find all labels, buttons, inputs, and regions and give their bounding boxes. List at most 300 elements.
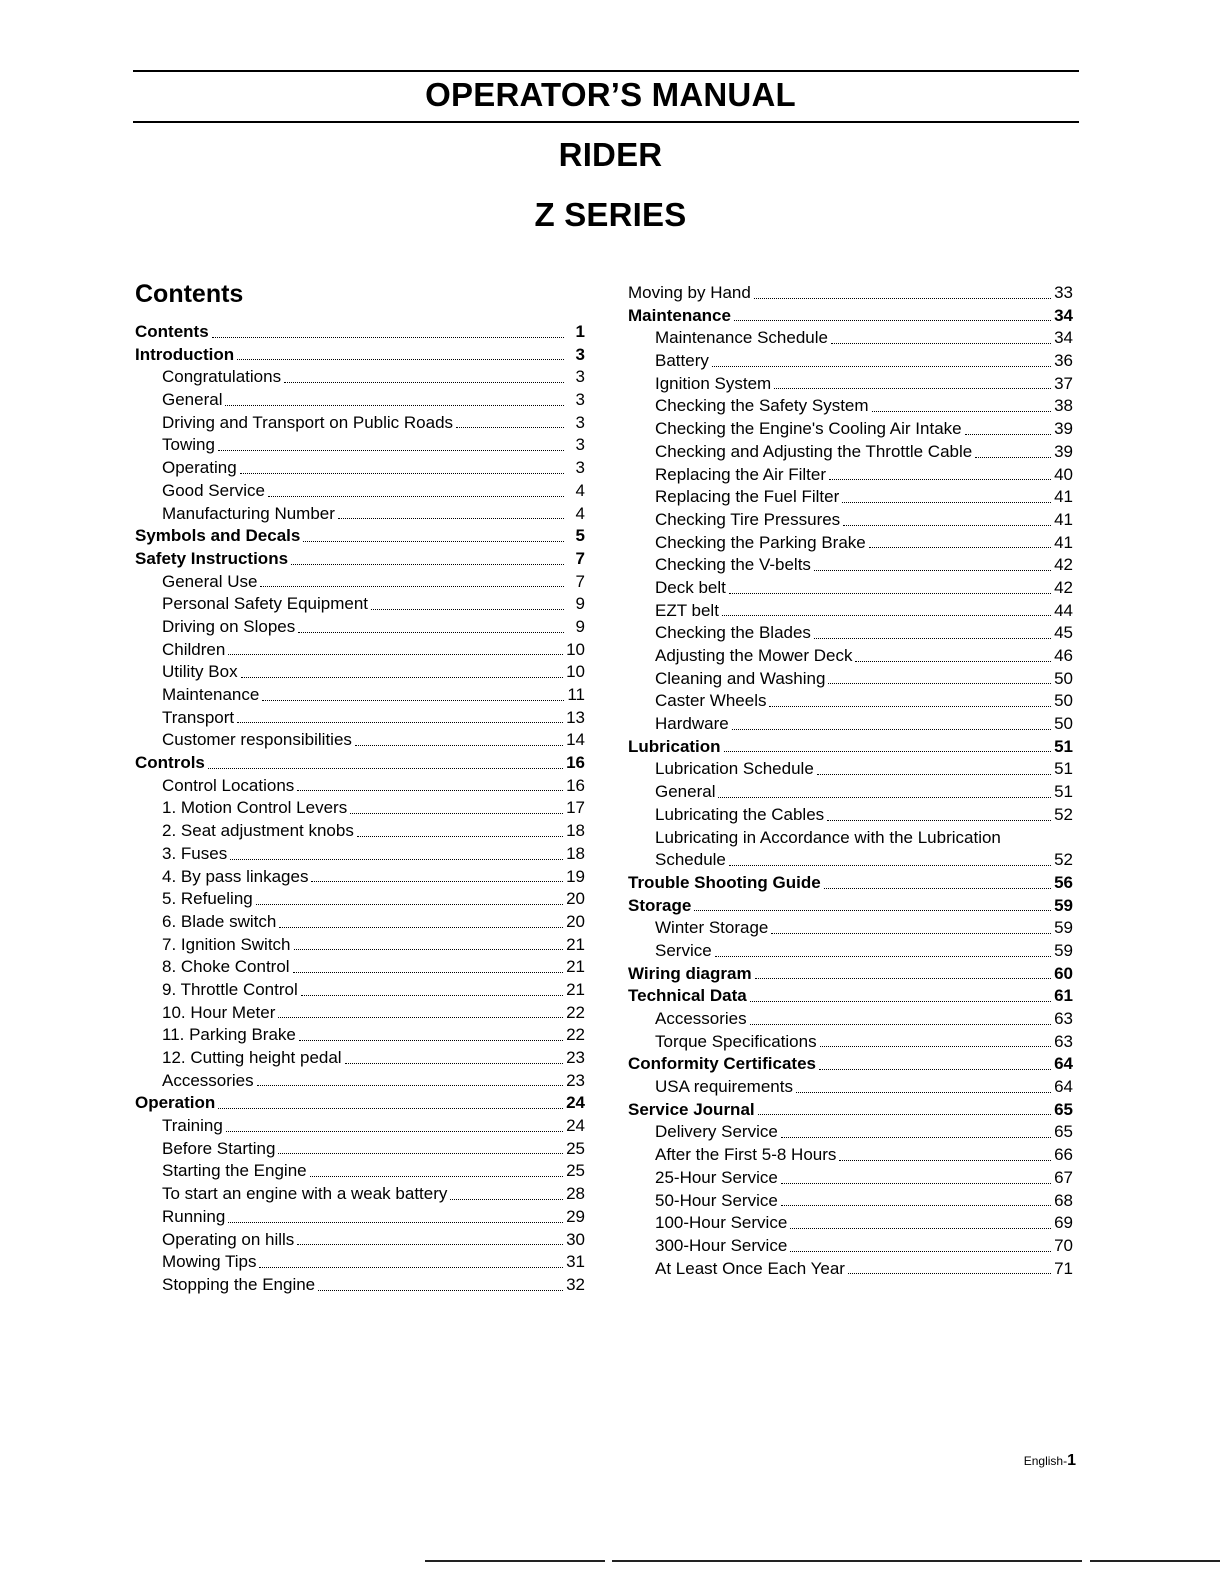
toc-entry-page: 28 bbox=[566, 1184, 585, 1204]
dot-leader bbox=[722, 615, 1051, 616]
toc-entry-page: 5 bbox=[575, 526, 585, 546]
toc-entry-title: Operating on hills bbox=[162, 1229, 295, 1249]
toc-entry-page: 23 bbox=[566, 1070, 585, 1090]
toc-entry-page: 40 bbox=[1054, 464, 1073, 484]
toc-entry-page: 22 bbox=[566, 1002, 585, 1022]
dot-leader bbox=[724, 751, 1052, 752]
toc-entry bbox=[135, 389, 585, 412]
toc-entry-page: 32 bbox=[566, 1274, 585, 1294]
toc-entry bbox=[135, 820, 585, 843]
toc-entry-page: 60 bbox=[1054, 963, 1073, 983]
toc-entry bbox=[628, 827, 1073, 850]
toc-entry-title: 300-Hour Service bbox=[655, 1235, 788, 1255]
toc-entry-title: 10. Hour Meter bbox=[162, 1002, 276, 1022]
dot-leader bbox=[218, 450, 564, 451]
toc-entry-page: 44 bbox=[1054, 600, 1073, 620]
dot-leader bbox=[839, 1160, 1051, 1161]
toc-section-entry bbox=[135, 344, 585, 367]
toc-entry-title: 25-Hour Service bbox=[655, 1167, 778, 1187]
toc-entry bbox=[135, 1138, 585, 1161]
toc-entry bbox=[628, 464, 1073, 487]
toc-entry bbox=[135, 616, 585, 639]
toc-entry-page: 11 bbox=[567, 685, 585, 704]
toc-entry-title: 9. Throttle Control bbox=[162, 979, 298, 999]
toc-entry-title: Lubrication Schedule bbox=[655, 759, 814, 779]
toc-entry-page: 59 bbox=[1054, 918, 1073, 938]
dot-leader bbox=[790, 1251, 1051, 1252]
toc-entry bbox=[628, 690, 1073, 713]
toc-section-entry bbox=[628, 872, 1073, 895]
toc-entry-page: 65 bbox=[1054, 1122, 1073, 1142]
toc-entry-page: 21 bbox=[566, 934, 585, 954]
dot-leader bbox=[817, 774, 1051, 775]
dot-leader bbox=[240, 473, 564, 474]
toc-entry bbox=[628, 1144, 1073, 1167]
toc-entry bbox=[135, 1115, 585, 1138]
dot-leader bbox=[790, 1228, 1051, 1229]
footer-language: English- bbox=[1023, 1454, 1068, 1468]
toc-entry-page: 65 bbox=[1054, 1099, 1073, 1119]
toc-entry-title: 2. Seat adjustment knobs bbox=[162, 821, 354, 841]
toc-entry bbox=[628, 1190, 1073, 1213]
toc-entry bbox=[628, 849, 1073, 872]
dot-leader bbox=[228, 654, 563, 655]
product-name: RIDER bbox=[558, 136, 663, 173]
dot-leader bbox=[301, 995, 563, 996]
dot-leader bbox=[237, 359, 564, 360]
toc-entry bbox=[628, 418, 1073, 441]
toc-entry-page: 46 bbox=[1054, 646, 1073, 665]
toc-entry-title: Children bbox=[162, 639, 226, 659]
toc-entry-page: 50 bbox=[1054, 714, 1073, 734]
dot-leader bbox=[218, 1108, 563, 1109]
toc-entry bbox=[628, 1235, 1073, 1258]
toc-entry bbox=[628, 1008, 1073, 1031]
dot-leader bbox=[298, 632, 564, 633]
toc-section-entry bbox=[628, 1053, 1073, 1076]
toc-entry-title: Trouble Shooting Guide bbox=[628, 872, 821, 892]
toc-section-entry bbox=[135, 525, 585, 548]
toc-entry-title: Checking the Engine's Cooling Air Intake bbox=[655, 419, 962, 439]
toc-entry-page: 7 bbox=[575, 571, 585, 591]
toc-entry bbox=[135, 1047, 585, 1070]
toc-entry-title: General bbox=[655, 782, 716, 802]
toc-entry-title: Operation bbox=[135, 1093, 216, 1113]
toc-entry bbox=[135, 1160, 585, 1183]
toc-entry-title: Symbols and Decals bbox=[135, 526, 301, 546]
toc-entry-page: 59 bbox=[1054, 940, 1073, 960]
toc-entry-page: 25 bbox=[566, 1161, 585, 1181]
toc-entry-title: To start an engine with a weak battery bbox=[162, 1184, 448, 1204]
toc-entry bbox=[135, 797, 585, 820]
dot-leader bbox=[872, 411, 1052, 412]
toc-section-entry bbox=[135, 548, 585, 571]
toc-entry-title: Utility Box bbox=[162, 662, 238, 682]
dot-leader bbox=[450, 1199, 563, 1200]
toc-entry bbox=[135, 843, 585, 866]
dot-leader bbox=[212, 337, 564, 338]
toc-entry-title: Cleaning and Washing bbox=[655, 668, 826, 688]
toc-entry-page: 25 bbox=[566, 1138, 585, 1158]
dot-leader bbox=[869, 547, 1051, 548]
toc-entry bbox=[628, 554, 1073, 577]
dot-leader bbox=[228, 1222, 563, 1223]
toc-entry bbox=[628, 373, 1073, 396]
dot-leader bbox=[241, 677, 564, 678]
toc-entry-page: 39 bbox=[1054, 441, 1073, 461]
toc-entry bbox=[135, 1183, 585, 1206]
toc-entry-page: 61 bbox=[1054, 986, 1073, 1006]
toc-entry bbox=[135, 412, 585, 435]
dot-leader bbox=[318, 1290, 563, 1291]
toc-entry-page: 66 bbox=[1054, 1145, 1073, 1165]
toc-entry-page: 3 bbox=[575, 435, 585, 455]
dot-leader bbox=[769, 706, 1051, 707]
toc-entry-title: Lubricating the Cables bbox=[655, 804, 825, 824]
toc-entry-page: 56 bbox=[1054, 872, 1073, 892]
toc-entry-title: 8. Choke Control bbox=[162, 957, 290, 977]
dot-leader bbox=[796, 1092, 1051, 1093]
toc-entry bbox=[135, 457, 585, 480]
dot-leader bbox=[278, 1017, 563, 1018]
toc-entry-page: 22 bbox=[566, 1025, 585, 1045]
dot-leader bbox=[781, 1205, 1051, 1206]
dot-leader bbox=[297, 1244, 563, 1245]
toc-entry bbox=[628, 509, 1073, 532]
toc-entry-page: 33 bbox=[1054, 283, 1073, 302]
dot-leader bbox=[256, 904, 563, 905]
toc-entry bbox=[135, 866, 585, 889]
toc-entry-title: Mowing Tips bbox=[162, 1252, 257, 1272]
toc-entry-page: 9 bbox=[575, 616, 585, 636]
dot-leader bbox=[355, 745, 563, 746]
toc-entry-title: 6. Blade switch bbox=[162, 911, 277, 931]
toc-entry-page: 3 bbox=[575, 458, 585, 478]
toc-entry bbox=[628, 532, 1073, 555]
toc-entry-title: Driving on Slopes bbox=[162, 616, 296, 636]
dot-leader bbox=[208, 768, 563, 769]
document-title: OPERATOR’S MANUAL bbox=[425, 76, 796, 113]
dot-leader bbox=[293, 972, 564, 973]
page-footer bbox=[1024, 1452, 1076, 1470]
toc-entry bbox=[628, 1076, 1073, 1099]
toc-entry-page: 45 bbox=[1054, 623, 1073, 643]
dot-leader bbox=[750, 1001, 1051, 1002]
toc-entry-title: Running bbox=[162, 1206, 226, 1226]
dot-leader bbox=[734, 320, 1051, 321]
toc-entry-title: Adjusting the Mower Deck bbox=[655, 646, 853, 665]
toc-entry-page: 31 bbox=[566, 1252, 585, 1272]
toc-entry bbox=[135, 366, 585, 389]
toc-entry-title: Maintenance bbox=[162, 685, 260, 704]
dot-leader bbox=[694, 910, 1051, 911]
dot-leader bbox=[781, 1137, 1051, 1138]
dot-leader bbox=[781, 1183, 1051, 1184]
toc-entry-page: 4 bbox=[575, 503, 585, 523]
toc-entry-page: 51 bbox=[1054, 782, 1073, 802]
title-rule bbox=[133, 121, 1079, 123]
toc-section-entry bbox=[135, 1092, 585, 1115]
toc-entry-page: 64 bbox=[1054, 1054, 1073, 1074]
toc-entry-title: Wiring diagram bbox=[628, 963, 752, 983]
dot-leader bbox=[311, 881, 563, 882]
dot-leader bbox=[848, 1273, 1051, 1274]
dot-leader bbox=[712, 366, 1051, 367]
product-series: Z SERIES bbox=[534, 196, 687, 233]
toc-entry-title: Moving by Hand bbox=[628, 283, 751, 302]
toc-entry-title: Technical Data bbox=[628, 986, 747, 1006]
toc-entry-title: Maintenance Schedule bbox=[655, 328, 828, 348]
toc-entry-page: 14 bbox=[566, 730, 585, 750]
dot-leader bbox=[828, 683, 1051, 684]
dot-leader bbox=[814, 638, 1051, 639]
toc-entry-title: Service Journal bbox=[628, 1099, 755, 1119]
dot-leader bbox=[279, 927, 563, 928]
dot-leader bbox=[259, 1267, 563, 1268]
dot-leader bbox=[230, 859, 563, 860]
toc-entry-page: 24 bbox=[566, 1093, 585, 1113]
toc-entry-page: 71 bbox=[1054, 1258, 1073, 1278]
toc-entry bbox=[628, 1258, 1073, 1281]
toc-entry bbox=[135, 1274, 585, 1297]
dot-leader bbox=[257, 1085, 563, 1086]
dot-leader bbox=[456, 427, 564, 428]
dot-leader bbox=[284, 382, 564, 383]
toc-entry-page: 10 bbox=[566, 639, 585, 659]
toc-entry-page: 30 bbox=[566, 1229, 585, 1249]
toc-entry bbox=[135, 1070, 585, 1093]
toc-entry-page: 24 bbox=[566, 1116, 585, 1136]
dot-leader bbox=[297, 790, 563, 791]
dot-leader bbox=[715, 956, 1051, 957]
toc-entry bbox=[628, 1031, 1073, 1054]
toc-entry bbox=[628, 350, 1073, 373]
toc-entry-title: Storage bbox=[628, 895, 692, 915]
toc-entry-title: General bbox=[162, 390, 223, 410]
toc-entry bbox=[135, 1206, 585, 1229]
toc-entry-page: 64 bbox=[1054, 1077, 1073, 1097]
toc-entry-page: 51 bbox=[1054, 759, 1073, 779]
dot-leader bbox=[814, 570, 1051, 571]
toc-entry-title: Personal Safety Equipment bbox=[162, 594, 369, 614]
toc-entry-title: Checking the V-belts bbox=[655, 555, 811, 575]
toc-entry-title: Accessories bbox=[162, 1070, 254, 1090]
toc-entry-title: Replacing the Fuel Filter bbox=[655, 487, 840, 507]
dot-leader bbox=[965, 434, 1051, 435]
toc-entry-title: Accessories bbox=[655, 1009, 747, 1028]
toc-entry-title: Contents bbox=[135, 322, 209, 341]
dot-leader bbox=[262, 700, 564, 701]
toc-entry bbox=[135, 571, 585, 594]
toc-entry bbox=[628, 395, 1073, 418]
dot-leader bbox=[371, 609, 564, 610]
toc-section-entry bbox=[628, 1099, 1073, 1122]
toc-entry-title: At Least Once Each Year bbox=[655, 1258, 845, 1278]
toc-entry-page: 4 bbox=[575, 480, 585, 500]
dot-leader bbox=[824, 888, 1051, 889]
toc-entry-page: 9 bbox=[575, 594, 585, 614]
toc-entry-page: 42 bbox=[1054, 555, 1073, 575]
toc-entry-title: 11. Parking Brake bbox=[162, 1025, 296, 1045]
toc-entry-title: Maintenance bbox=[628, 305, 731, 325]
toc-entry-page: 63 bbox=[1054, 1009, 1073, 1028]
toc-section-entry bbox=[135, 321, 585, 344]
toc-section-entry bbox=[628, 985, 1073, 1008]
toc-entry bbox=[135, 979, 585, 1002]
toc-entry-page: 3 bbox=[575, 367, 585, 387]
dot-leader bbox=[829, 479, 1051, 480]
toc-entry-page: 23 bbox=[566, 1048, 585, 1067]
toc-entry bbox=[135, 1024, 585, 1047]
toc-entry bbox=[628, 713, 1073, 736]
contents-heading: Contents bbox=[135, 280, 244, 308]
toc-entry-title: 4. By pass linkages bbox=[162, 866, 309, 886]
toc-entry-page: 16 bbox=[566, 753, 585, 773]
dot-leader bbox=[225, 405, 564, 406]
toc-entry bbox=[628, 645, 1073, 668]
toc-entry-title: Torque Specifications bbox=[655, 1031, 817, 1051]
toc-entry-title: Customer responsibilities bbox=[162, 730, 352, 750]
toc-entry bbox=[628, 327, 1073, 350]
toc-entry-title: Stopping the Engine bbox=[162, 1274, 316, 1294]
toc-entry-title: Operating bbox=[162, 458, 237, 478]
toc-entry-title: 100-Hour Service bbox=[655, 1213, 788, 1233]
toc-entry bbox=[135, 1002, 585, 1025]
toc-entry-page: 34 bbox=[1054, 328, 1073, 348]
toc-entry bbox=[628, 577, 1073, 600]
toc-entry bbox=[628, 486, 1073, 509]
toc-entry bbox=[135, 684, 585, 707]
toc-entry bbox=[628, 600, 1073, 623]
toc-entry-page: 16 bbox=[566, 775, 585, 795]
toc-entry-page: 19 bbox=[566, 866, 585, 886]
dot-leader bbox=[291, 564, 564, 565]
toc-entry-title: 1. Motion Control Levers bbox=[162, 798, 348, 818]
dot-leader bbox=[268, 496, 564, 497]
toc-entry-title: Before Starting bbox=[162, 1138, 276, 1158]
toc-entry bbox=[135, 1251, 585, 1274]
toc-entry-page: 18 bbox=[566, 821, 585, 841]
toc-entry bbox=[628, 758, 1073, 781]
dot-leader bbox=[299, 1040, 563, 1041]
toc-entry bbox=[628, 668, 1073, 691]
toc-entry-title: 12. Cutting height pedal bbox=[162, 1048, 342, 1067]
toc-entry-page: 17 bbox=[566, 798, 585, 818]
dot-leader bbox=[827, 820, 1051, 821]
toc-right-column bbox=[628, 282, 1073, 1280]
toc-entry-title: Control Locations bbox=[162, 775, 295, 795]
toc-entry-title: Checking the Parking Brake bbox=[655, 532, 866, 552]
toc-entry-page: 52 bbox=[1054, 850, 1073, 870]
dot-leader bbox=[338, 518, 564, 519]
toc-entry-page: 7 bbox=[575, 548, 585, 568]
toc-entry-title: Training bbox=[162, 1116, 223, 1136]
toc-section-entry bbox=[628, 895, 1073, 918]
toc-entry-title: 7. Ignition Switch bbox=[162, 934, 291, 954]
toc-entry-page: 42 bbox=[1054, 577, 1073, 597]
toc-entry-title: Lubrication bbox=[628, 736, 721, 756]
dot-leader bbox=[754, 298, 1051, 299]
toc-entry-page: 69 bbox=[1054, 1213, 1073, 1233]
dot-leader bbox=[842, 502, 1051, 503]
toc-entry-page: 50 bbox=[1054, 668, 1073, 688]
dot-leader bbox=[750, 1024, 1051, 1025]
toc-entry bbox=[135, 775, 585, 798]
toc-entry-page: 59 bbox=[1054, 895, 1073, 915]
toc-entry-title: Battery bbox=[655, 351, 709, 371]
toc-entry-title: Checking the Safety System bbox=[655, 396, 869, 416]
toc-entry-page: 67 bbox=[1054, 1167, 1073, 1187]
toc-entry bbox=[628, 441, 1073, 464]
toc-entry bbox=[135, 911, 585, 934]
toc-entry-page: 1 bbox=[575, 322, 585, 341]
toc-entry-page: 52 bbox=[1054, 804, 1073, 824]
toc-entry bbox=[135, 434, 585, 457]
toc-entry-title: EZT belt bbox=[655, 600, 719, 620]
toc-entry-title: Delivery Service bbox=[655, 1122, 778, 1142]
toc-section-entry bbox=[628, 736, 1073, 759]
dot-leader bbox=[226, 1131, 563, 1132]
toc-entry-title: General Use bbox=[162, 571, 258, 591]
toc-entry-page: 3 bbox=[575, 344, 585, 364]
toc-entry bbox=[135, 503, 585, 526]
toc-entry-title: Introduction bbox=[135, 344, 235, 364]
footer-page-number: 1 bbox=[1067, 1452, 1076, 1469]
toc-entry bbox=[628, 1212, 1073, 1235]
dot-leader bbox=[819, 1069, 1051, 1070]
toc-entry-title: USA requirements bbox=[655, 1077, 793, 1097]
toc-entry-title: Winter Storage bbox=[655, 918, 769, 938]
toc-section-entry bbox=[135, 752, 585, 775]
toc-entry-page: 41 bbox=[1054, 532, 1073, 552]
toc-entry bbox=[628, 1121, 1073, 1144]
toc-entry-title: Service bbox=[655, 940, 712, 960]
toc-entry bbox=[135, 661, 585, 684]
toc-entry bbox=[135, 707, 585, 730]
dot-leader bbox=[310, 1176, 563, 1177]
dot-leader bbox=[729, 593, 1051, 594]
toc-entry-title: Deck belt bbox=[655, 577, 726, 597]
dot-leader bbox=[755, 978, 1051, 979]
dot-leader bbox=[237, 722, 563, 723]
toc-entry-title: Replacing the Air Filter bbox=[655, 464, 827, 484]
dot-leader bbox=[278, 1153, 563, 1154]
toc-left-column bbox=[135, 321, 585, 1297]
toc-entry-page: 41 bbox=[1054, 487, 1073, 507]
toc-entry-title: 5. Refueling bbox=[162, 889, 253, 909]
dot-leader bbox=[350, 813, 563, 814]
toc-entry bbox=[628, 282, 1073, 305]
toc-entry-title: Conformity Certificates bbox=[628, 1054, 816, 1074]
toc-entry-page: 36 bbox=[1054, 351, 1073, 371]
toc-entry bbox=[135, 956, 585, 979]
scan-artifact bbox=[612, 1560, 1082, 1562]
toc-entry bbox=[135, 729, 585, 752]
dot-leader bbox=[843, 525, 1051, 526]
toc-entry-title: Checking Tire Pressures bbox=[655, 509, 841, 529]
toc-entry-page: 20 bbox=[566, 911, 585, 931]
toc-entry bbox=[135, 593, 585, 616]
dot-leader bbox=[357, 836, 563, 837]
dot-leader bbox=[303, 541, 564, 542]
dot-leader bbox=[758, 1114, 1051, 1115]
toc-entry bbox=[135, 480, 585, 503]
toc-entry-title: Checking the Blades bbox=[655, 623, 811, 643]
toc-entry bbox=[135, 934, 585, 957]
toc-entry-title: Starting the Engine bbox=[162, 1161, 307, 1181]
toc-entry-title: Controls bbox=[135, 753, 205, 773]
dot-leader bbox=[831, 343, 1051, 344]
